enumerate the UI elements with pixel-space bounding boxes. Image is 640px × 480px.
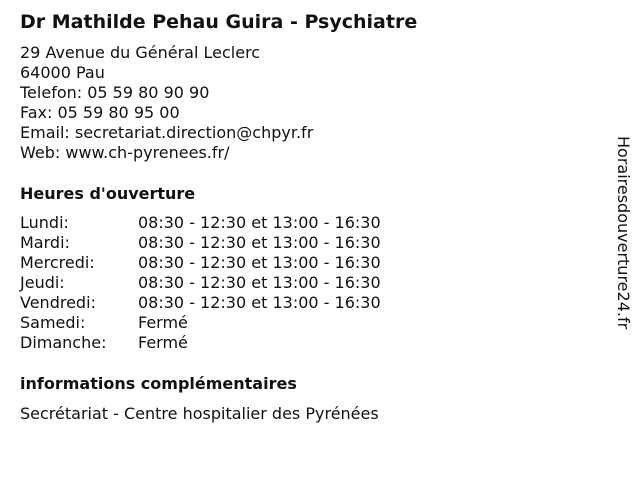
email-address[interactable]: Email: secretariat.direction@chpyr.fr — [20, 123, 314, 142]
hours-row-tuesday — [20, 233, 440, 253]
hours-row-sunday — [20, 333, 440, 353]
fax-number: Fax: 05 59 80 95 00 — [20, 103, 180, 122]
address-street: 29 Avenue du Général Leclerc — [20, 43, 261, 62]
hours-value: 08:30 - 12:30 et 13:00 - 16:30 — [138, 233, 381, 252]
hours-row-wednesday — [20, 253, 440, 273]
opening-hours-heading: Heures d'ouverture — [20, 184, 196, 203]
day-label: Samedi: — [20, 313, 86, 332]
day-label: Vendredi: — [20, 293, 96, 312]
day-label: Mercredi: — [20, 253, 95, 272]
hours-row-monday — [20, 213, 440, 233]
hours-value: 08:30 - 12:30 et 13:00 - 16:30 — [138, 273, 381, 292]
hours-row-thursday — [20, 273, 440, 293]
phone-number[interactable]: Telefon: 05 59 80 90 90 — [20, 83, 210, 102]
hours-value: 08:30 - 12:30 et 13:00 - 16:30 — [138, 213, 381, 232]
page-title: Dr Mathilde Pehau Guira - Psychiatre — [20, 11, 418, 33]
day-label: Jeudi: — [20, 273, 65, 292]
day-label: Mardi: — [20, 233, 70, 252]
brand-text: Horairesdouverture24.fr — [614, 136, 633, 330]
additional-info-heading: informations complémentaires — [20, 374, 297, 393]
hours-value: 08:30 - 12:30 et 13:00 - 16:30 — [138, 253, 381, 272]
hours-value: 08:30 - 12:30 et 13:00 - 16:30 — [138, 293, 381, 312]
day-label: Lundi: — [20, 213, 69, 232]
hours-row-friday — [20, 293, 440, 313]
additional-info-text: Secrétariat - Centre hospitalier des Pyrénées — [20, 404, 379, 423]
hours-value: Fermé — [138, 333, 188, 352]
hours-row-saturday — [20, 313, 440, 333]
contact-block — [20, 43, 313, 163]
website-link[interactable]: Web: www.ch-pyrenees.fr/ — [20, 143, 230, 162]
address-city: 64000 Pau — [20, 63, 105, 82]
hours-value: Fermé — [138, 313, 188, 332]
opening-hours-table — [20, 213, 440, 353]
side-brand-watermark — [612, 136, 634, 346]
day-label: Dimanche: — [20, 333, 107, 352]
